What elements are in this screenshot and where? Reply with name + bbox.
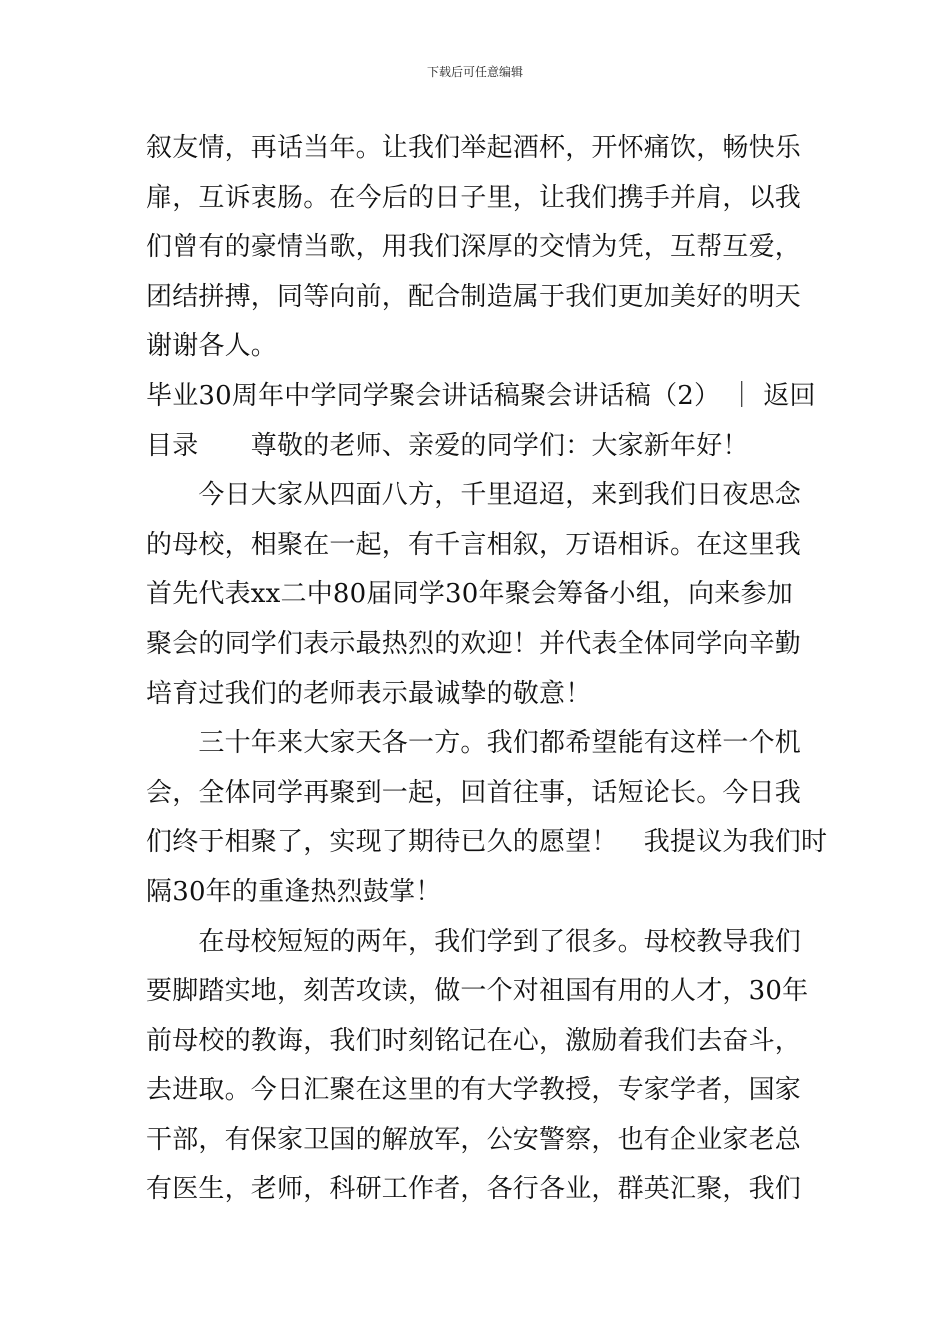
- text-line: 的母校，相聚在一起，有千言相叙，万语相诉。在这里我: [146, 529, 802, 560]
- text-line: 扉，互诉衷肠。在今后的日子里，让我们携手并肩，以我: [146, 182, 802, 213]
- text-line: 们曾有的豪情当歌，用我们深厚的交情为凭，互帮互爱，: [146, 232, 802, 263]
- text-line: 干部，有保家卫国的解放军，公安警察，也有企业家老总: [146, 1124, 802, 1155]
- text-line: 去进取。今日汇聚在这里的有大学教授，专家学者，国家: [146, 1075, 802, 1106]
- text-line: 聚会的同学们表示最热烈的欢迎！并代表全体同学向辛勤: [146, 628, 802, 659]
- text-line: 三十年来大家天各一方。我们都希望能有这样一个机: [146, 728, 802, 759]
- document-body: [146, 124, 828, 1215]
- text-line: 培育过我们的老师表示最诚挚的敬意！: [146, 678, 592, 709]
- text-line: 今日大家从四面八方，千里迢迢，来到我们日夜思念: [146, 480, 802, 511]
- text-line: 们终于相聚了，实现了期待已久的愿望！ 我提议为我们时: [146, 827, 828, 858]
- text-line: 在母校短短的两年，我们学到了很多。母校教导我们: [146, 926, 802, 957]
- text-line: 隔30年的重逢热烈鼓掌！: [146, 876, 442, 907]
- page-header: 下载后可任意编辑: [426, 65, 523, 79]
- text-line: 有医生，老师，科研工作者，各行各业，群英汇聚，我们: [146, 1174, 802, 1205]
- text-line: 叙友情，再话当年。让我们举起酒杯，开怀痛饮，畅快乐: [146, 133, 802, 163]
- text-line: 谢谢各人。: [146, 331, 278, 362]
- text-line: 会，全体同学再聚到一起，回首往事，话短论长。今日我: [146, 777, 802, 808]
- section-title-line: 毕业30周年中学同学聚会讲话稿聚会讲话稿（2） ｜ 返回: [146, 380, 816, 411]
- text-line: 首先代表xx二中80届同学30年聚会筹备小组，向来参加: [146, 579, 793, 610]
- text-line: 要脚踏实地，刻苦攻读，做一个对祖国有用的人才，30年: [146, 976, 809, 1007]
- text-line: 团结拼搏，同等向前，配合制造属于我们更加美好的明天: [146, 281, 802, 312]
- section-title-line: 目录 尊敬的老师、亲爱的同学们：大家新年好！: [146, 430, 749, 461]
- text-line: 前母校的教诲，我们时刻铭记在心，激励着我们去奋斗，: [146, 1025, 802, 1056]
